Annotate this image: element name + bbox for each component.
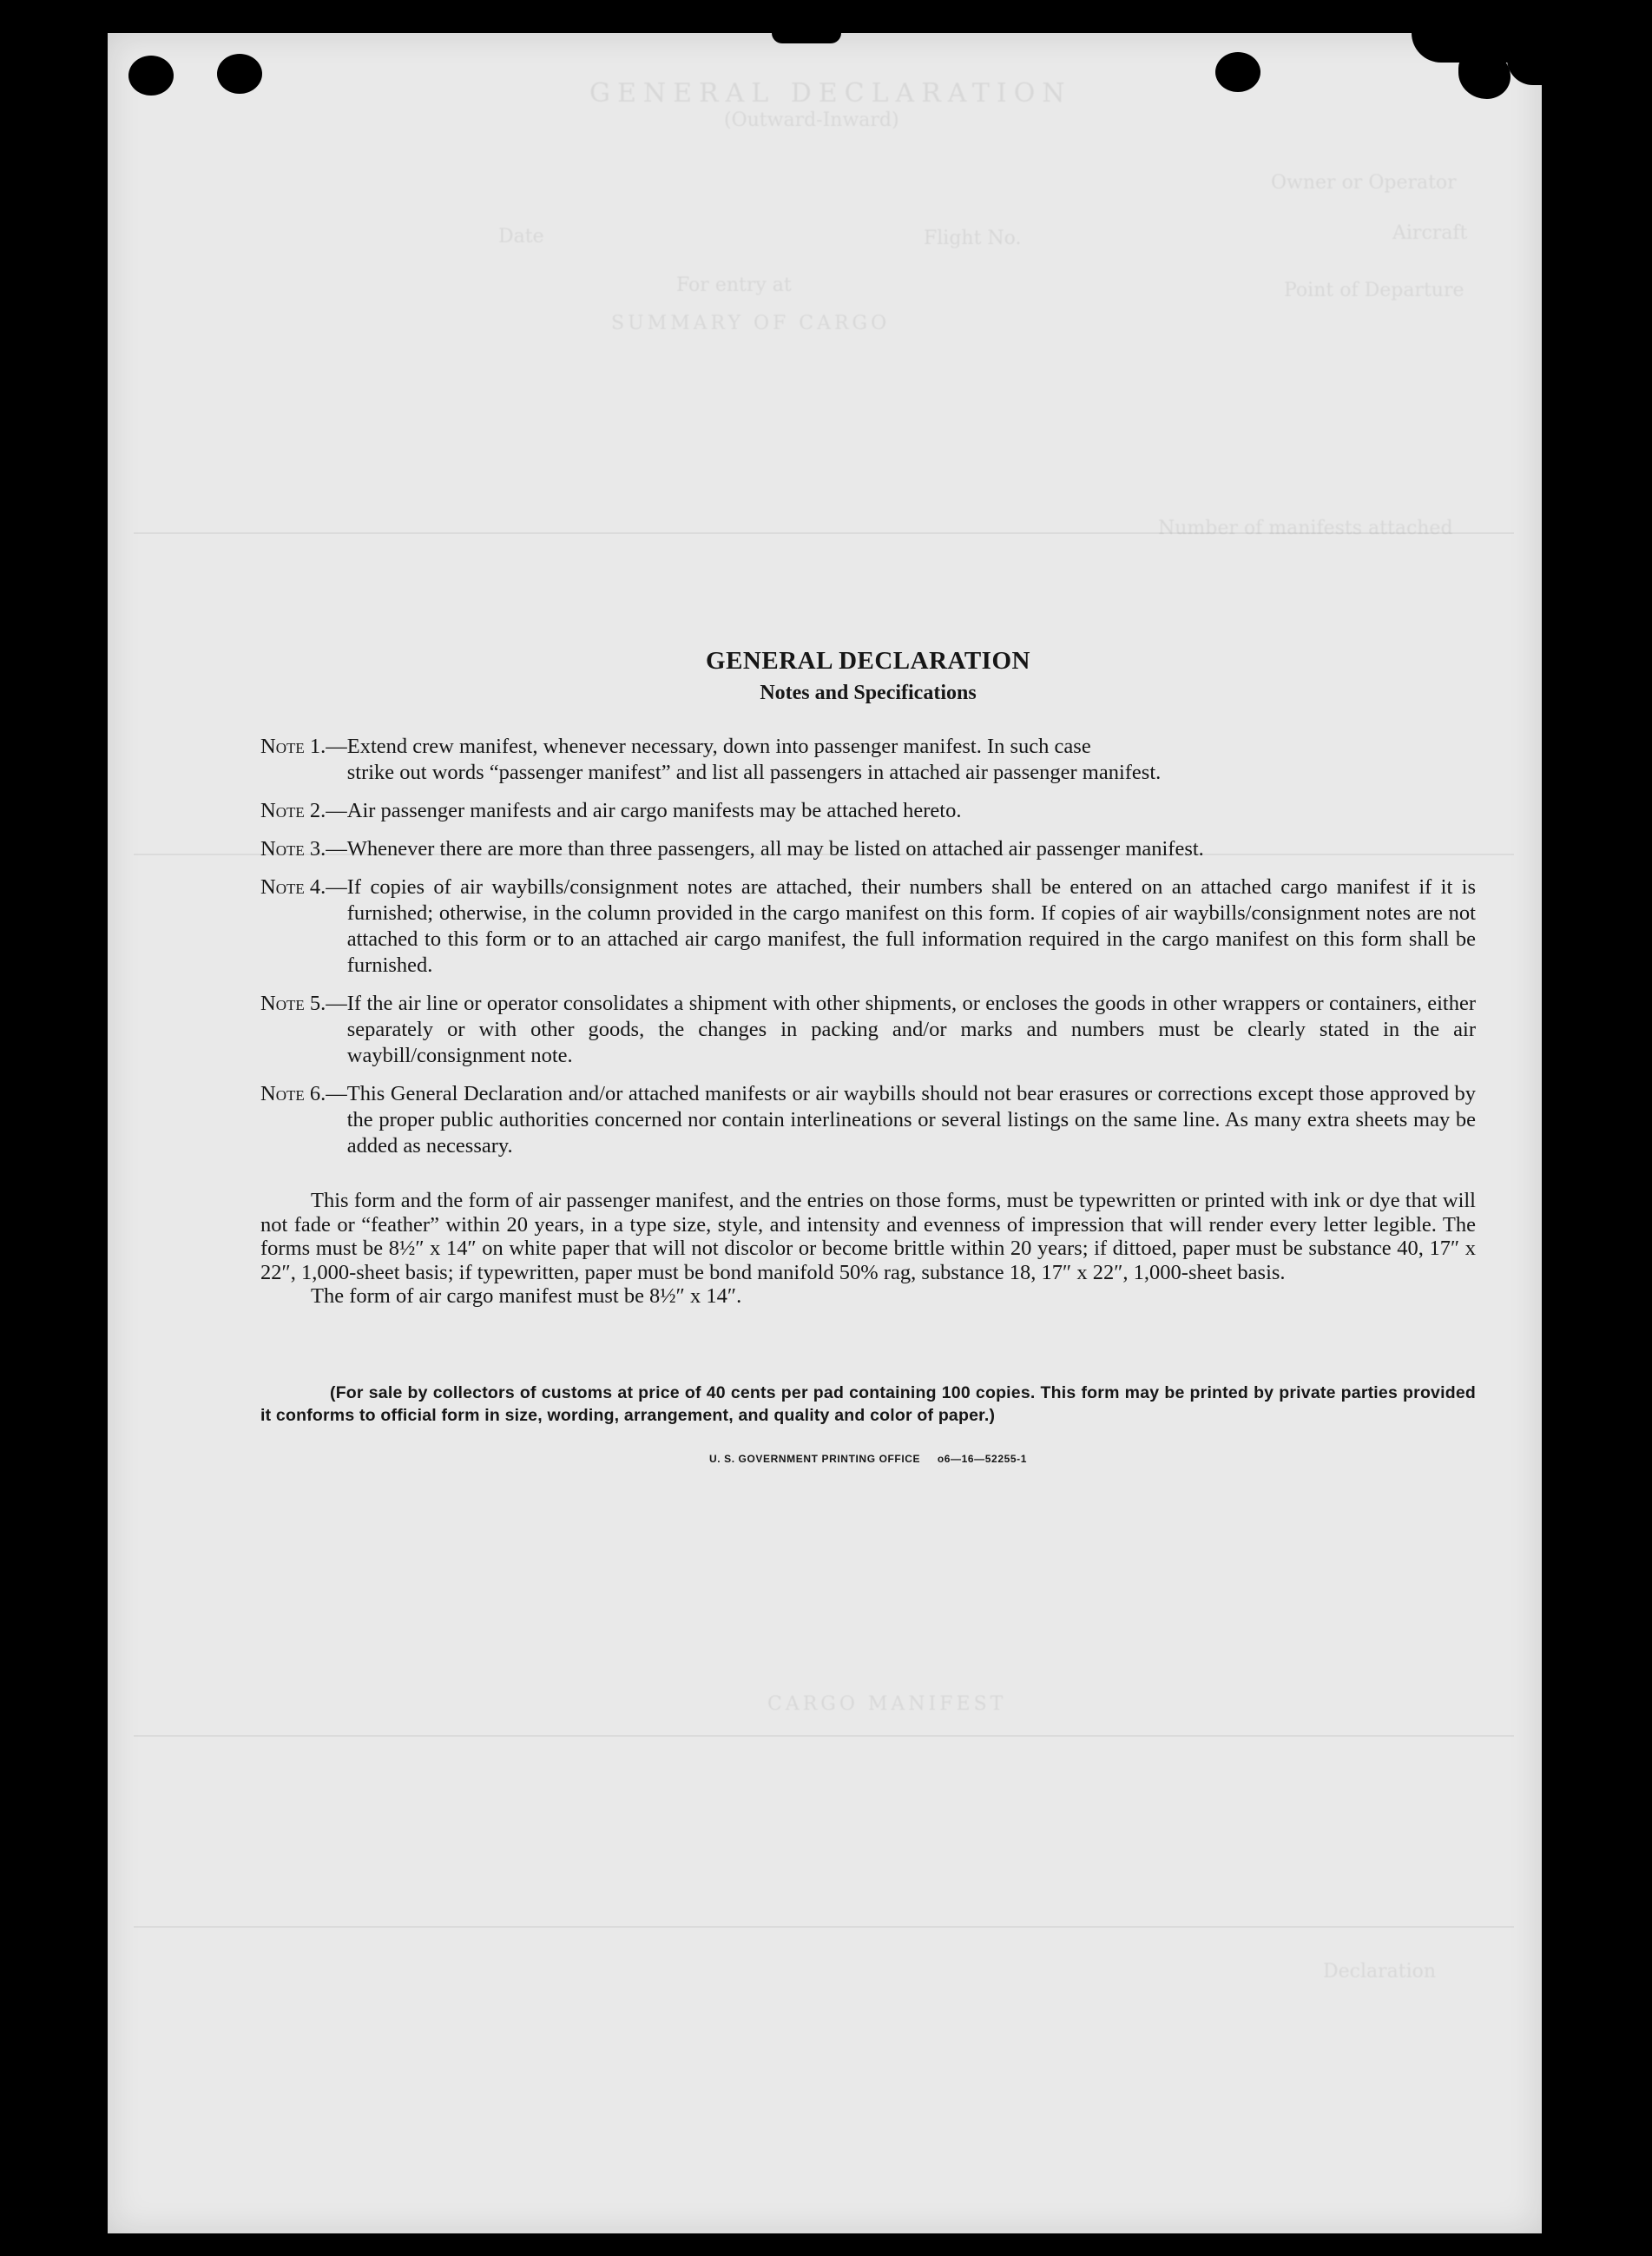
sale-notice: (For sale by collectors of customs at price of 40 cents per pad containing 100 copies. This form may be printed by private parties provided it conforms to official form in size, wording, arrangement, and quality and color of paper.) [260, 1382, 1476, 1425]
note-text: Air passenger manifests and air cargo manifests may be attached hereto. [346, 799, 962, 822]
note-1 [260, 734, 1476, 786]
note-3 [260, 836, 1476, 862]
notes-content [260, 645, 1476, 1465]
note-label: Note 2.— [260, 799, 347, 822]
note-text [347, 734, 1476, 786]
note-text: Whenever there are more than three passengers, all may be listed on attached air passenger manifest. [346, 837, 1204, 861]
note-4 [260, 874, 1476, 979]
bleed-subtitle: (Outward-Inward) [724, 109, 899, 131]
bleed-cargo: CARGO MANIFEST [767, 1693, 1007, 1715]
note-text: If the air line or operator consolidates a shipment with other shipments, or encloses the goods in other wrappers or containers, either separately or with other goods, the changes in packing and/or marks and numbers must be clearly stated in the air waybill/consignment note. [346, 992, 1476, 1067]
top-edge-notch [772, 33, 841, 43]
bleed-departure: Point of Departure [1284, 280, 1464, 301]
punch-hole-left [128, 56, 174, 96]
punch-hole-middle [217, 54, 262, 94]
note-text-line: strike out words “passenger manifest” and list all passengers in attached air passenger manifest. [346, 761, 1162, 784]
bleed-declaration: Declaration [1323, 1961, 1437, 1982]
note-6 [260, 1081, 1476, 1159]
bleed-rule [134, 1926, 1514, 1928]
note-label: Note 6.— [260, 1082, 347, 1105]
bleed-aircraft: Aircraft [1392, 222, 1468, 244]
bleed-title: GENERAL DECLARATION [589, 78, 1072, 109]
cargo-form-size-line: The form of air cargo manifest must be 8½″ x 14″. [311, 1284, 742, 1308]
document-subtitle: Notes and Specifications [760, 682, 977, 704]
note-label: Note 5.— [260, 992, 347, 1015]
bleed-rule [134, 1735, 1514, 1737]
bleed-summary: SUMMARY OF CARGO [611, 313, 891, 334]
note-text: If copies of air waybills/consignment notes are attached, their numbers shall be entered on an attached cargo manifest if it is furnished; otherwise, in the column provided in the cargo manifest on this form. If copies of air waybills/consignment notes are not attached to this form or to an attached air cargo manifest, the full information required in the cargo manifest on this form shall be furnished. [346, 875, 1476, 977]
bleed-rule [134, 532, 1514, 534]
punch-hole-right [1215, 52, 1260, 92]
bleed-flight: Flight No. [924, 228, 1022, 249]
note-text: This General Declaration and/or attached manifests or air waybills should not bear erasures or corrections except those approved by the proper public authorities concerned nor contain interlineations or several listings on the same line. As many extra sheets may be added as necessary. [346, 1082, 1476, 1158]
bleed-owner: Owner or Operator [1271, 172, 1457, 194]
document-title: GENERAL DECLARATION [706, 647, 1030, 675]
note-label: Note 3.— [260, 837, 347, 861]
form-specification-paragraph: This form and the form of air passenger manifest, and the entries on those forms, must be typewritten or printed with ink or dye that will not fade or “feather” within 20 years, in a type size, style, and intensity and evenness of impression that will render every letter legible. The forms must be 8½″ x 14″ on white paper that will not discolor or become brittle within 20 years; if dittoed, paper must be substance 40, 17″ x 22″, 1,000-sheet basis; if typewritten, paper must be bond manifold 50% rag, substance 18, 17″ x 22″, 1,000-sheet basis. [260, 1189, 1476, 1284]
note-text-line: Extend crew manifest, whenever necessary, down into passenger manifest. In such case [346, 735, 1091, 758]
document-page [108, 33, 1542, 2233]
bleed-entry: For entry at [676, 274, 792, 296]
note-5 [260, 991, 1476, 1069]
note-label: Note 4.— [260, 875, 347, 899]
printer-line: U. S. GOVERNMENT PRINTING OFFICE o6—16—52255-1 [708, 1452, 1028, 1465]
note-2 [260, 798, 1476, 824]
bleed-manifests: Number of manifests attached [1158, 518, 1453, 539]
bleed-date: Date [498, 226, 544, 247]
torn-edge-fragment-2 [1507, 59, 1542, 85]
note-label: Note 1.— [260, 735, 347, 758]
